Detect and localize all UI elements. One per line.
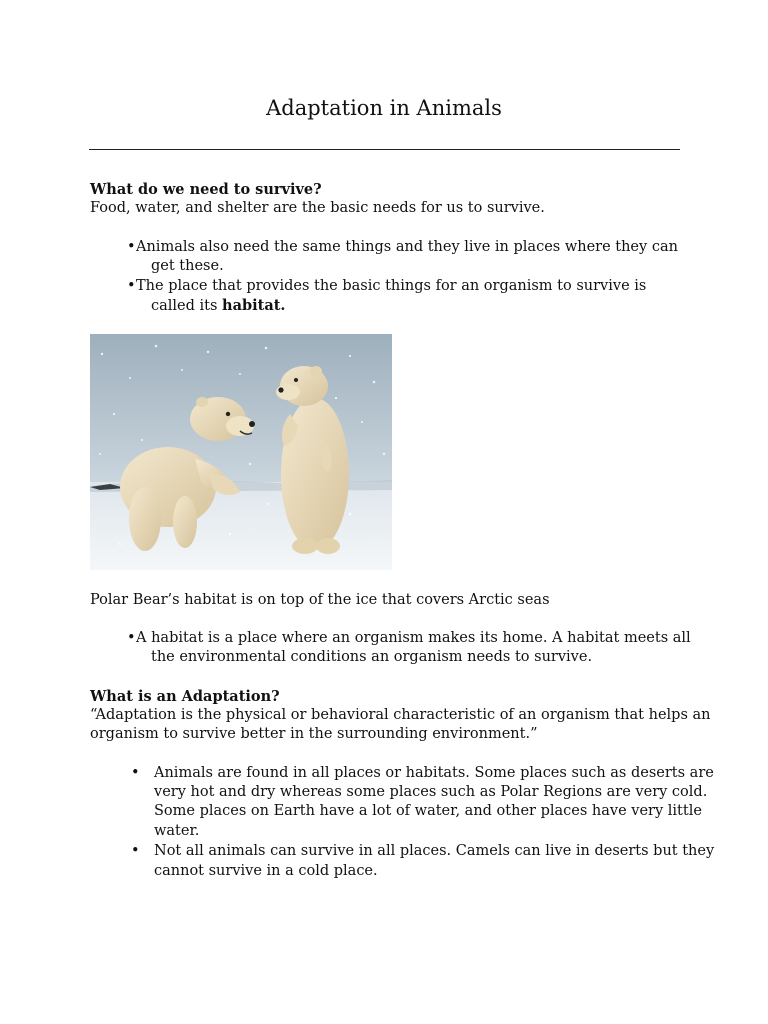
bullet-text-line: Some places on Earth have a lot of water, and other places have very little xyxy=(154,803,702,819)
document-title: Adaptation in Animals xyxy=(266,96,502,120)
bullet-text-line: very hot and dry whereas some places such as Polar Regions are very cold. xyxy=(154,784,708,800)
bullet-text-line: The place that provides the basic things for an organism to survive is xyxy=(136,278,647,294)
bullet-glyph: • xyxy=(127,630,136,646)
definition-quote-line: organism to survive better in the surrounding environment.” xyxy=(90,726,538,742)
bullet-text-line: water. xyxy=(154,823,200,839)
section-heading-survive: What do we need to survive? xyxy=(90,181,322,198)
definition-quote-line: “Adaptation is the physical or behavioral characteristic of an organism that helps an xyxy=(90,707,711,723)
bullet-text-line: Not all animals can survive in all places. Camels can live in deserts but they xyxy=(154,843,715,859)
bullet-text-line: the environmental conditions an organism needs to survive. xyxy=(151,649,593,665)
bullet-text-line: Animals also need the same things and they live in places where they can xyxy=(136,239,678,255)
title-divider xyxy=(89,149,680,150)
bullet-text-line: get these. xyxy=(151,258,224,274)
section-heading-adaptation: What is an Adaptation? xyxy=(90,688,280,705)
habitat-term: habitat. xyxy=(222,297,286,314)
bullet-text-line: A habitat is a place where an organism makes its home. A habitat meets all xyxy=(136,630,691,646)
section-intro-text: Food, water, and shelter are the basic needs for us to survive. xyxy=(90,200,545,216)
bullet-text-line: Animals are found in all places or habitats. Some places such as deserts are xyxy=(154,765,714,781)
photo-caption: Polar Bear’s habitat is on top of the ice that covers Arctic seas xyxy=(90,592,550,608)
bullet-text-line xyxy=(151,296,285,317)
bullet-text-prefix: called its xyxy=(151,298,223,314)
bullet-glyph: • xyxy=(131,843,140,859)
bullet-glyph: • xyxy=(127,278,136,294)
polar-bears-photo xyxy=(90,334,392,570)
bullet-glyph: • xyxy=(127,239,136,255)
bullet-glyph: • xyxy=(131,765,140,781)
bullet-text-line: cannot survive in a cold place. xyxy=(154,863,378,879)
